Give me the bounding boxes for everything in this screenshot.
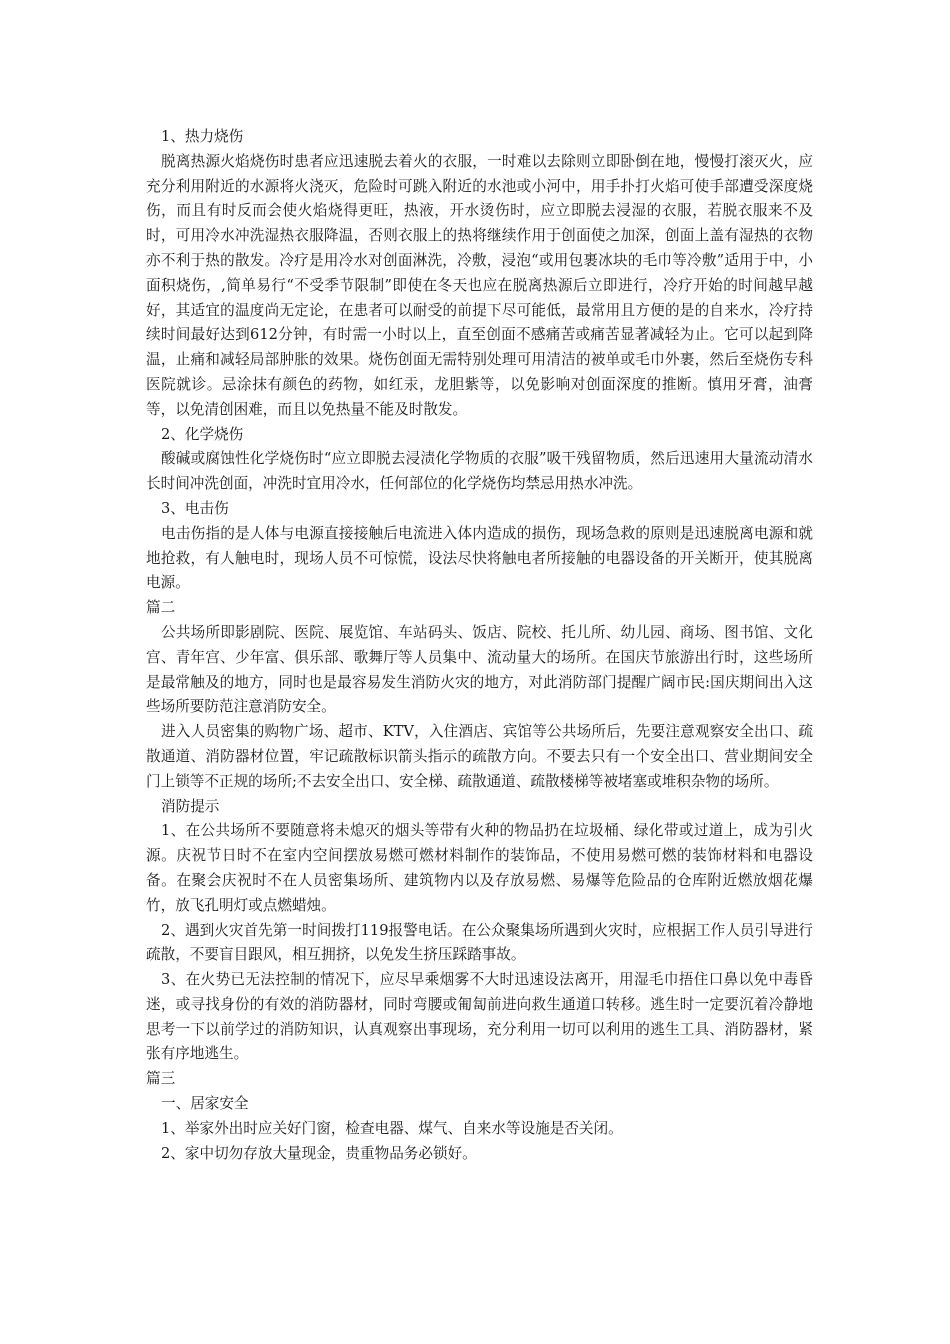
paragraph-fire-tip-3: 3、在火势已无法控制的情况下，应尽早乘烟雾不大时迅速设法离开，用湿毛巾捂住口鼻以免中毒昏迷，或寻找身份的有效的消防器材，同时弯腰或匍匐前进向救生通道口转移。逃生时一定要沉着冷静地思考一下以前学过的消防知识，认真观察出事现场，充分利用一切可以利用的逃生工具、消防器材，紧张有序地逃生。 [146,971,813,1063]
heading-thermal-burn: 1、热力烧伤 [161,128,244,145]
heading-electric-injury: 3、电击伤 [161,499,229,517]
paragraph-electric-injury: 电击伤指的是人体与电源直接接触后电流进入体内造成的损伤，现场急救的原则是迅速脱离电源和就地抢救，有人触电时，现场人员不可惊慌，设法尽快将触电者所接触的电器设备的开关断开，使其脱离电源。 [146,524,813,592]
paragraph-entering-venues: 进入人员密集的购物广场、超市、KTV，入住酒店、宾馆等公共场所后，先要注意观察安全出口、疏散通道、消防器材位置，牢记疏散标识箭头指示的疏散方向。不要去只有一个安全出口、营业期间安全门上锁等不正规的场所;不去安全出口、安全梯、疏散通道、疏散楼梯等被堵塞或堆积杂物的场所。 [146,723,813,790]
heading-fire-tips: 消防提示 [161,797,220,815]
heading-home-safety: 一、居家安全 [161,1095,249,1113]
paragraph-thermal-burn: 脱离热源火焰烧伤时患者应迅速脱去着火的衣服，一时难以去除则立即卧倒在地，慢慢打滚灭火，应充分利用附近的水源将火浇灭，危险时可跳入附近的水池或小河中，用手扑打火焰可使手部遭受深度烧伤，而且有时反而会使火焰烧得更旺，热液，开水烫伤时，应立即脱去浸湿的衣服，若脱衣服来不及时，可用冷水冲洗湿热衣服降温，否则衣服上的热将继续作用于创面使之加深，创面上盖有湿热的衣物亦不利于热的散发。冷疗是用冷水对创面淋洗，冷敷，浸泡“或用包裹冰块的毛巾等冷敷”适用于中，小面积烧伤，,简单易行“不受季节限制”即使在冬天也应在脱离热源后立即进行，冷疗开始的时间越早越好，其适宜的温度尚无定论，在患者可以耐受的前提下尽可能低，最常用且方便的是的自来水，冷疗持续时间最好达到612分钟，有时需一小时以上，直至创面不感痛苦或痛苦显著减轻为止。它可以起到降温，止痛和减轻局部肿胀的效果。烧伤创面无需特别处理可用清洁的被单或毛巾外裹，然后至烧伤专科医院就诊。忌涂抹有颜色的药物，如红汞，龙胆紫等，以免影响对创面深度的推断。慎用牙膏，油膏等，以免清创困难，而且以免热量不能及时散发。 [146,152,813,418]
section-heading-part-two: 篇二 [146,599,176,617]
paragraph-fire-tip-1: 1、在公共场所不要随意将未熄灭的烟头等带有火种的物品扔在垃圾桶、绿化带或过道上，成为引火源。庆祝节日时不在室内空间摆放易燃可燃材料制作的装饰品，不使用易燃可燃的装饰材料和电器设备。在聚会庆祝时不在人员密集场所、建筑物内以及存放易燃、易爆等危险品的仓库附近燃放烟花爆竹，放飞孔明灯或点燃蜡烛。 [146,822,813,914]
document-body [146,125,813,1166]
paragraph-chemical-burn: 酸碱或腐蚀性化学烧伤时“应立即脱去浸渍化学物质的衣服”吸干残留物质，然后迅速用大量流动清水长时间冲洗创面，冲洗时宜用冷水，任何部位的化学烧伤均禁忌用热水冲洗。 [146,450,813,493]
paragraph-fire-tip-2: 2、遇到火灾首先第一时间拨打119报警电话。在公众聚集场所遇到火灾时，应根据工作人员引导进行疏散，不要盲目跟风，相互拥挤，以免发生挤压踩踏事故。 [146,921,813,964]
paragraph-public-places: 公共场所即影剧院、医院、展览馆、车站码头、饭店、院校、托儿所、幼儿园、商场、图书馆、文化宫、青年宫、少年富、俱乐部、歌舞厅等人员集中、流动量大的场所。在国庆节旅游出行时，这些场所是最常触及的地方，同时也是最容易发生消防火灾的地方，对此消防部门提醒广阔市民:国庆期间出入这些场所要防范注意消防安全。 [146,623,813,716]
paragraph-home-safety-1: 1、举家外出时应关好门窗，检查电器、煤气、自来水等设施是否关闭。 [161,1119,623,1137]
section-heading-part-three: 篇三 [146,1070,176,1088]
heading-chemical-burn: 2、化学烧伤 [161,425,244,443]
paragraph-home-safety-2: 2、家中切勿存放大量现金，贵重物品务必锁好。 [161,1144,477,1162]
